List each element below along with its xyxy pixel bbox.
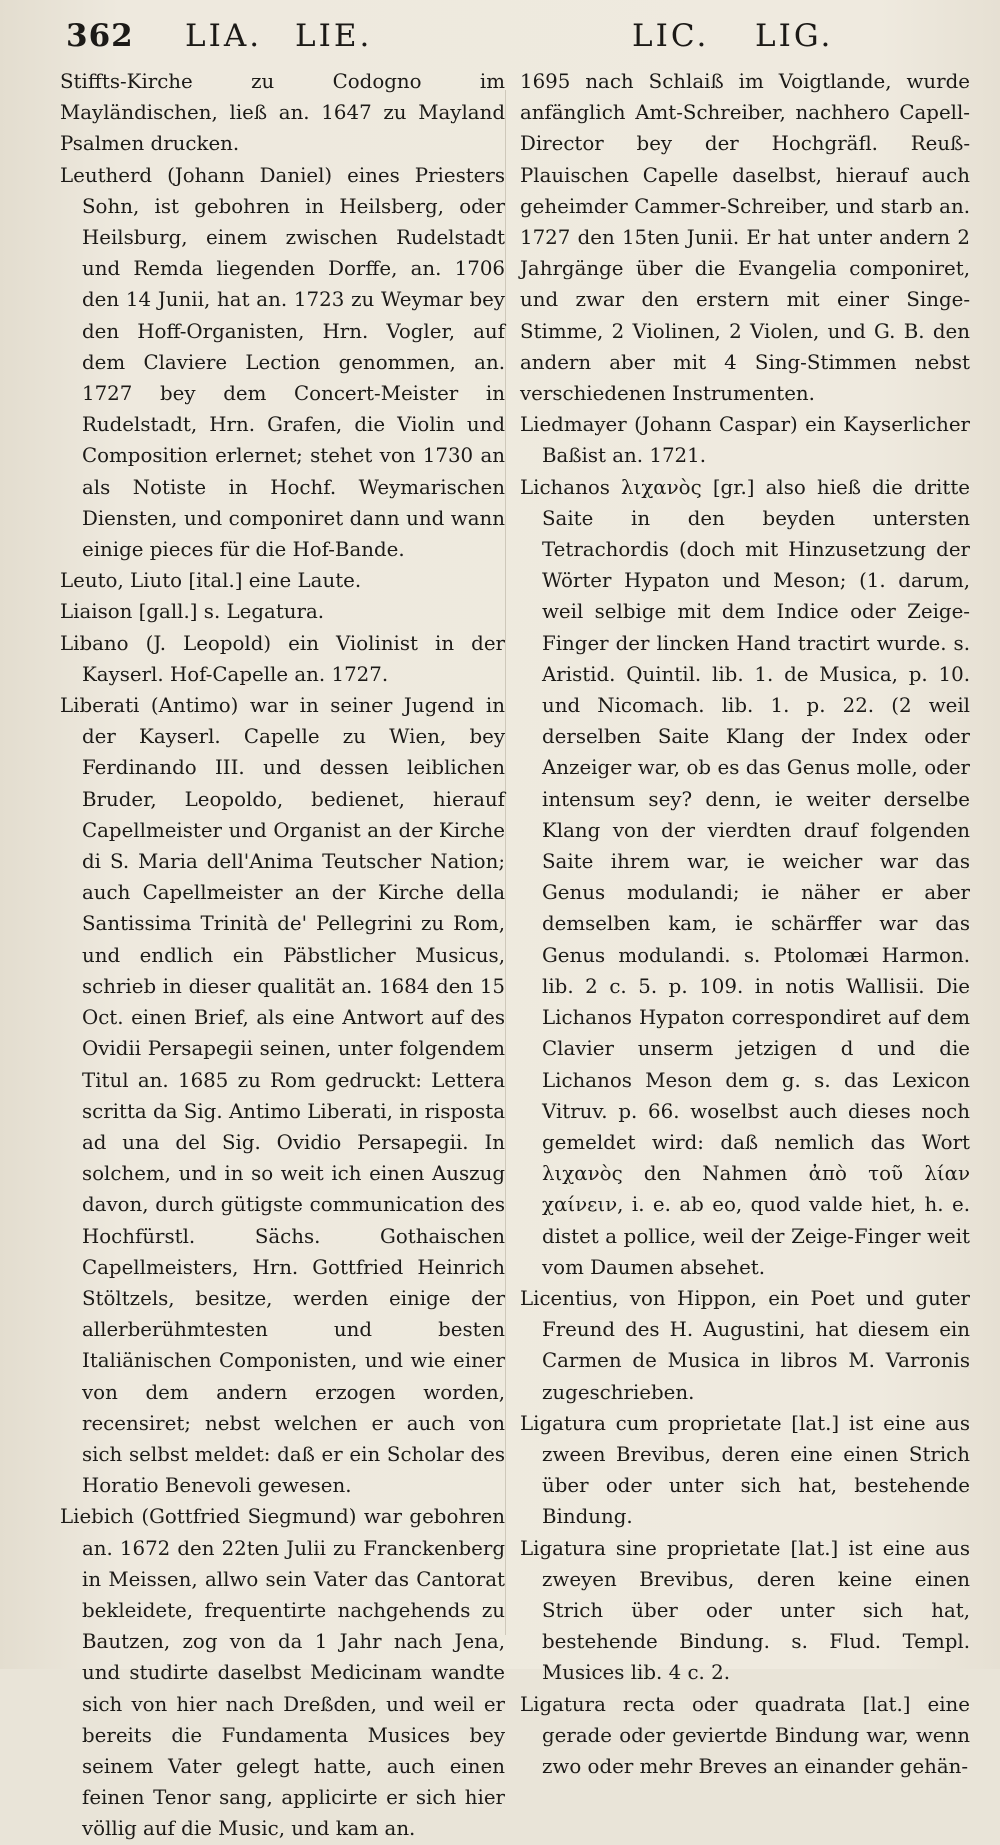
entry-ligatura-recta: Ligatura recta oder quadrata [lat.] eine gerade oder geviertde Bindung war, wenn zwo oder mehr Breves an einander gehän- (520, 1692, 970, 1778)
right-head-2: LIG. (755, 18, 834, 54)
entry-licentius: Licentius, von Hippon, ein Poet und guter Freund des H. Augustini, hat diesem ein Carmen de Musica in libros M. Varronis zugeschrieben. (520, 1286, 970, 1404)
entry-liebich: Liebich (Gottfried Siegmund) war gebohren an. 1672 den 22ten Julii zu Franckenberg in Meissen, allwo sein Vater das Cantorat bekleidete, frequentirte nachgehends zu Bautzen, zog von da 1 Jahr nach Jena, und studirte daselbst Medicinam wandte sich von hier nach Dreßden, und weil er bereits die Fundamenta Musices bey seinem Vater gelegt hatte, auch einen feinen Tenor sang, applicirte er sich hier völlig auf die Music, und kam an. (60, 1505, 505, 1841)
entry-lichanos: Lichanos λιχανὸς [gr.] also hieß die dritte Saite in den beyden untersten Tetrachordis (doch mit Hinzusetzung der Wörter Hypaton und Meson; (1. darum, weil selbige mit dem Indice oder Zeige-Finger der lincken Hand tractirt wurde. s. Aristid. Quintil. lib. 1. de Musica, p. 10. und Nicomach. lib. 1. p. 22. (2 weil derselben Saite Klang der Index oder Anzeiger war, ob es das Genus molle, oder intensum sey? denn, ie weiter derselbe Klang von der vierdten drauf folgenden Saite ihrem war, ie weicher war das Genus modulandi; ie näher er aber demselben kam, ie schärffer war das Genus modulandi. s. Ptolomæi Harmon. lib. 2 c. 5. p. 109. in notis Wallisii. Die Lichanos Hypaton correspondiret auf dem Clavier unserm jetzigen d und die Lichanos Meson dem g. s. das Lexicon Vitruv. p. 66. woselbst auch dieses noch gemeldet wird: daß nemlich das Wort λιχανὸς den Nahmen ἀπὸ τοῦ λίαν χαίνειν, i. e. ab eo, quod valde hiet, h. e. distet a pollice, weil der Zeige-Finger weit vom Daumen absehet. (520, 475, 970, 1279)
page-header (0, 18, 1000, 68)
left-column (60, 66, 505, 1845)
page-number: 362 (66, 18, 134, 54)
left-head-2: LIE. (295, 18, 373, 54)
entry-liaison: Liaison [gall.] s. Legatura. (60, 600, 325, 624)
continued-text: Stiffts-Kirche zu Codogno im Mayländischen, ließ an. 1647 zu Mayland Psalmen drucken. (60, 70, 505, 156)
entry-liedmayer: Liedmayer (Johann Caspar) ein Kayserlicher Baßist an. 1721. (520, 413, 970, 468)
entry-ligatura-cum-proprietate: Ligatura cum proprietate [lat.] ist eine aus zween Brevibus, deren eine einen Strich über oder unter sich hat, bestehende Bindung. (520, 1411, 970, 1529)
entry-leutherd: Leutherd (Johann Daniel) eines Priesters Sohn, ist gebohren in Heilsberg, oder Heilsburg, einem zwischen Rudelstadt und Remda liegenden Dorffe, an. 1706 den 14 Junii, hat an. 1723 zu Weymar bey den Hoff-Organisten, Hrn. Vogler, auf dem Claviere Lection genommen, an. 1727 bey dem Concert-Meister in Rudelstadt, Hrn. Grafen, die Violin und Composition erlernet; stehet von 1730 an als Notiste in Hochf. Weymarischen Diensten, und componiret dann und wann einige pieces für die Hof-Bande. (60, 163, 505, 562)
entry-libano: Libano (J. Leopold) ein Violinist in der Kayserl. Hof-Capelle an. 1727. (60, 631, 505, 686)
entry-leuto: Leuto, Liuto [ital.] eine Laute. (60, 569, 362, 593)
entry-liberati: Liberati (Antimo) war in seiner Jugend in der Kayserl. Capelle zu Wien, bey Ferdinando III. und dessen leiblichen Bruder, Leopoldo, bedienet, hierauf Capellmeister und Organist an der Kirche di S. Maria dell'Anima Teutscher Nation; auch Capellmeister an der Kirche della Santissima Trinità de' Pellegrini zu Rom, und endlich ein Päbstlicher Musicus, schrieb in dieser qualität an. 1684 den 15 Oct. einen Brief, als eine Antwort auf des Ovidii Persapegii seinen, unter folgendem Titul an. 1685 zu Rom gedruckt: Lettera scritta da Sig. Antimo Liberati, in risposta ad una del Sig. Ovidio Persapegii. In solchem, und in so weit ich einen Auszug davon, durch gütigste communication des Hochfürstl. Sächs. Gothaischen Capellmeisters, Hrn. Gottfried Heinrich Stöltzels, besitze, werden einige der allerberühmtesten und besten Italiänischen Componisten, und wie einer von dem andern erzogen worden, recensiret; nebst welchen er auch von sich selbst meldet: daß er ein Scholar des Horatio Benevoli gewesen. (60, 694, 505, 1498)
column-divider (505, 90, 506, 1635)
left-head-1: LIA. (185, 18, 263, 54)
continued-text: 1695 nach Schlaiß im Voigtlande, wurde anfänglich Amt-Schreiber, nachhero Capell-Director bey der Hochgräfl. Reuß-Plauischen Capelle daselbst, hierauf auch geheimder Cammer-Schreiber, und starb an. 1727 den 15ten Junii. Er hat unter andern 2 Jahrgänge über die Evangelia componiret, und zwar den erstern mit einer Singe-Stimme, 2 Violinen, 2 Violen, und G. B. den andern aber mit 4 Sing-Stimmen nebst verschiedenen Instrumenten. (520, 70, 970, 406)
entry-ligatura-sine-proprietate: Ligatura sine proprietate [lat.] ist eine aus zweyen Brevibus, deren keine einen Strich über oder unter sich hat, bestehende Bindung. s. Flud. Templ. Musices lib. 4 c. 2. (520, 1536, 970, 1685)
right-column (520, 66, 970, 1782)
right-head-1: LIC. (632, 18, 710, 54)
